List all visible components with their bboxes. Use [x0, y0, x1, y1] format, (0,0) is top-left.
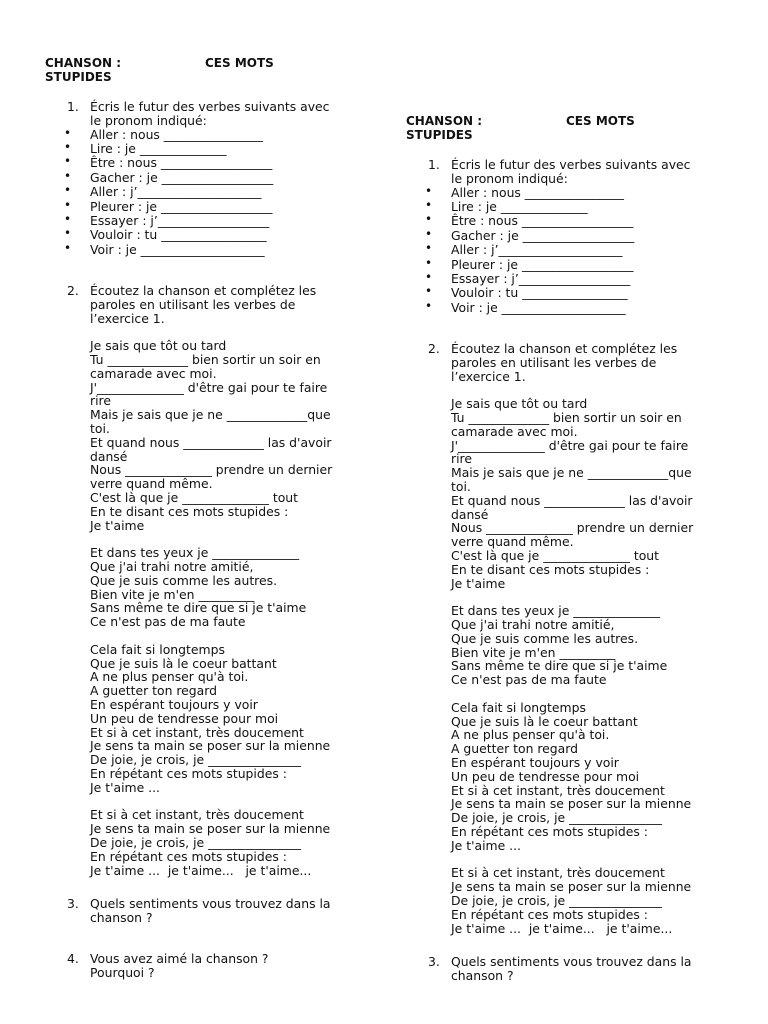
lyric-line: J'______________ d'être gai pour te faire: [451, 437, 689, 453]
question-text: le pronom indiqué:: [451, 170, 568, 186]
title-row: [45, 57, 375, 71]
lyric-line: En répétant ces mots stupides :: [90, 766, 287, 781]
lyric-line: Sans même te dire que si je t'aime: [451, 658, 668, 674]
lyric-line: A guetter ton regard: [90, 683, 218, 699]
bullet-icon: •: [64, 197, 72, 212]
bullet-icon: •: [64, 139, 72, 154]
bullet-icon: •: [64, 168, 72, 183]
lyric-line: A ne plus penser qu'à toi.: [451, 727, 610, 743]
lyric-line: A guetter ton regard: [451, 741, 579, 757]
verb-item: • Pleurer : je __________________: [64, 197, 273, 214]
lyric-line: Et si à cet instant, très doucement: [451, 865, 665, 881]
question-number: 2.: [428, 341, 440, 357]
verb-item: • Vouloir : tu _________________: [64, 226, 267, 243]
question-text: l’exercice 1.: [90, 310, 165, 326]
lyric-line: Mais je sais que je ne _____________que: [451, 465, 692, 481]
lyric-line: rire: [90, 393, 111, 409]
title-ces-mots: CES MOTS: [205, 56, 274, 70]
question-text: Vous avez aimé la chanson ?: [90, 950, 269, 966]
lyric-line: Sans même te dire que si je t'aime: [90, 600, 307, 616]
lyric-line: En espérant toujours y voir: [90, 697, 258, 713]
bullet-icon: •: [425, 241, 433, 256]
lyric-line: Que j'ai trahi notre amitié,: [90, 559, 254, 575]
lyric-line: Et dans tes yeux je ______________: [451, 603, 661, 619]
lyric-line: Et si à cet instant, très doucement: [90, 807, 304, 823]
lyrics-stanza-2: [406, 604, 736, 687]
lyric-line: camarade avec moi.: [451, 423, 578, 439]
lyric-line: Bien vite je m'en _________: [451, 644, 616, 660]
lyric-line: Que je suis là le coeur battant: [451, 713, 638, 729]
lyric-line: camarade avec moi.: [90, 365, 217, 381]
question-text: l’exercice 1.: [451, 368, 526, 384]
lyric-line: En te disant ces mots stupides :: [90, 503, 289, 519]
lyric-line: En te disant ces mots stupides :: [451, 561, 650, 577]
verb-item: • Lire : je ______________: [425, 197, 588, 214]
question-text: Écris le futur des verbes suivants avec: [451, 157, 691, 172]
lyric-line: Nous ______________ prendre un dernier: [451, 520, 694, 536]
lyric-line: De joie, je crois, je _______________: [90, 752, 301, 768]
lyric-line: Je sens ta main se poser sur la mienne: [90, 738, 331, 754]
lyric-line: En répétant ces mots stupides :: [451, 906, 648, 922]
lyric-line: Je sens ta main se poser sur la mienne: [451, 796, 692, 812]
lyrics-stanza-2: [45, 546, 375, 629]
lyric-line: rire: [451, 451, 472, 467]
lyrics-stanza-3: [406, 701, 736, 853]
question-2: [45, 284, 375, 325]
lyric-line: A ne plus penser qu'à toi.: [90, 669, 249, 685]
lyric-line: Un peu de tendresse pour moi: [90, 710, 279, 726]
verb-item: • Aller : nous ________________: [425, 183, 624, 200]
verb-item: • Aller : j’____________________: [64, 183, 262, 200]
lyric-line: Et quand nous _____________ las d'avoir: [451, 492, 693, 508]
lyrics-stanza-1: [45, 339, 375, 532]
question-text: Quels sentiments vous trouvez dans la: [90, 896, 331, 912]
lyric-line: Je sens ta main se poser sur la mienne: [90, 821, 331, 837]
verb-item: • Gacher : je __________________: [425, 226, 635, 243]
lyric-line: Je t'aime ...: [451, 837, 521, 853]
question-text: paroles en utilisant les verbes de: [90, 296, 296, 312]
title-chanson: CHANSON :: [406, 114, 483, 128]
lyric-line: dansé: [90, 448, 128, 464]
question-3: [45, 897, 375, 925]
lyric-line: verre quand même.: [451, 534, 574, 550]
verb-item: • Être : nous __________________: [64, 154, 273, 171]
question-number: 3.: [428, 954, 440, 970]
question-number: 1.: [67, 99, 79, 114]
lyric-line: Que j'ai trahi notre amitié,: [451, 617, 615, 633]
lyric-line: Je t'aime ...: [90, 779, 160, 795]
bullet-icon: •: [425, 183, 433, 198]
lyric-line: Et quand nous _____________ las d'avoir: [90, 434, 332, 450]
verb-item: • Aller : nous ________________: [64, 125, 263, 142]
verb-list: [406, 183, 736, 316]
lyric-line: Cela fait si longtemps: [90, 641, 225, 657]
question-1: [45, 100, 375, 128]
verb-item: • Voir : je ____________________: [425, 298, 626, 315]
title-stupides: STUPIDES: [45, 70, 112, 84]
question-text: Pourquoi ?: [90, 964, 155, 980]
verb-item: • Essayer : j’__________________: [64, 211, 270, 228]
question-text: chanson ?: [451, 968, 514, 984]
lyric-line: Je t'aime: [90, 517, 145, 533]
lyric-line: dansé: [451, 506, 489, 522]
lyrics-stanza-1: [406, 397, 736, 590]
verb-item: • Aller : j’____________________: [425, 241, 623, 258]
lyric-line: C'est là que je ______________ tout: [90, 490, 299, 506]
lyric-line: En répétant ces mots stupides :: [451, 824, 648, 839]
lyric-line: De joie, je crois, je _______________: [90, 834, 301, 850]
lyric-line: Je t'aime ... je t'aime... je t'aime...: [451, 920, 673, 936]
lyrics-stanza-4: [406, 866, 736, 935]
question-text: Écoutez la chanson et complétez les: [90, 283, 317, 299]
lyrics-stanza-4: [45, 808, 375, 877]
lyric-line: De joie, je crois, je _______________: [451, 810, 662, 826]
question-text: Écoutez la chanson et complétez les: [451, 341, 678, 357]
lyric-line: Je sais que tôt ou tard: [451, 396, 588, 412]
question-number: 1.: [428, 157, 440, 172]
lyrics-stanza-3: [45, 643, 375, 795]
question-text: chanson ?: [90, 910, 153, 926]
lyric-line: Mais je sais que je ne _____________que: [90, 407, 331, 423]
lyric-line: Tu _____________ bien sortir un soir en: [451, 410, 682, 426]
bullet-icon: •: [425, 197, 433, 212]
title-chanson: CHANSON :: [45, 56, 122, 70]
bullet-icon: •: [425, 298, 433, 313]
lyric-line: Tu _____________ bien sortir un soir en: [90, 352, 321, 368]
lyric-line: Que je suis comme les autres.: [451, 630, 639, 646]
title-stupides: STUPIDES: [406, 128, 473, 142]
bullet-icon: •: [64, 154, 72, 169]
lyric-line: Que je suis là le coeur battant: [90, 655, 277, 671]
lyric-line: Je sais que tôt ou tard: [90, 338, 227, 354]
lyric-line: Ce n'est pas de ma faute: [90, 614, 246, 630]
question-text: Quels sentiments vous trouvez dans la: [451, 954, 692, 970]
lyric-line: Et si à cet instant, très doucement: [451, 782, 665, 798]
lyric-line: toi.: [451, 479, 471, 495]
lyric-line: toi.: [90, 421, 110, 437]
bullet-icon: •: [64, 226, 72, 241]
question-4: [45, 952, 375, 980]
question-text: le pronom indiqué:: [90, 112, 207, 128]
lyric-line: En répétant ces mots stupides :: [90, 848, 287, 864]
title-ces-mots: CES MOTS: [566, 114, 635, 128]
lyric-line: C'est là que je ______________ tout: [451, 548, 660, 564]
bullet-icon: •: [425, 212, 433, 227]
lyric-line: Et si à cet instant, très doucement: [90, 724, 304, 740]
bullet-icon: •: [64, 125, 72, 140]
question-3: [406, 955, 736, 983]
question-text: Écris le futur des verbes suivants avec: [90, 99, 330, 114]
title-row: [406, 115, 736, 129]
lyric-line: Bien vite je m'en _________: [90, 586, 255, 602]
question-number: 4.: [67, 950, 79, 966]
lyric-line: Je t'aime ... je t'aime... je t'aime...: [90, 862, 312, 878]
verb-item: • Vouloir : tu _________________: [425, 284, 628, 301]
verb-item: • Pleurer : je __________________: [425, 255, 634, 272]
question-2: [406, 342, 736, 383]
verb-list: [45, 125, 375, 258]
bullet-icon: •: [64, 240, 72, 255]
bullet-icon: •: [425, 284, 433, 299]
lyric-line: Et dans tes yeux je ______________: [90, 545, 300, 561]
bullet-icon: •: [64, 183, 72, 198]
verb-item: • Gacher : je __________________: [64, 168, 274, 185]
lyric-line: Je t'aime: [451, 575, 506, 591]
lyric-line: De joie, je crois, je _______________: [451, 892, 662, 908]
question-number: 2.: [67, 283, 79, 299]
lyric-line: verre quand même.: [90, 476, 213, 492]
verb-item: • Lire : je ______________: [64, 139, 227, 156]
bullet-icon: •: [425, 269, 433, 284]
question-1: [406, 158, 736, 186]
worksheet-right: [406, 115, 736, 983]
bullet-icon: •: [425, 255, 433, 270]
question-number: 3.: [67, 896, 79, 912]
verb-item: • Être : nous __________________: [425, 212, 634, 229]
lyric-line: J'______________ d'être gai pour te faire: [90, 379, 328, 395]
lyric-line: Cela fait si longtemps: [451, 699, 586, 715]
verb-item: • Essayer : j’__________________: [425, 269, 631, 286]
lyric-line: En espérant toujours y voir: [451, 755, 619, 771]
lyric-line: Ce n'est pas de ma faute: [451, 672, 607, 688]
question-text: paroles en utilisant les verbes de: [451, 354, 657, 370]
lyric-line: Je sens ta main se poser sur la mienne: [451, 879, 692, 895]
lyric-line: Que je suis comme les autres.: [90, 572, 278, 588]
bullet-icon: •: [425, 226, 433, 241]
verb-item: • Voir : je ____________________: [64, 240, 265, 257]
lyric-line: Nous ______________ prendre un dernier: [90, 462, 333, 478]
lyric-line: Un peu de tendresse pour moi: [451, 768, 640, 784]
worksheet-left: [45, 57, 375, 980]
bullet-icon: •: [64, 211, 72, 226]
